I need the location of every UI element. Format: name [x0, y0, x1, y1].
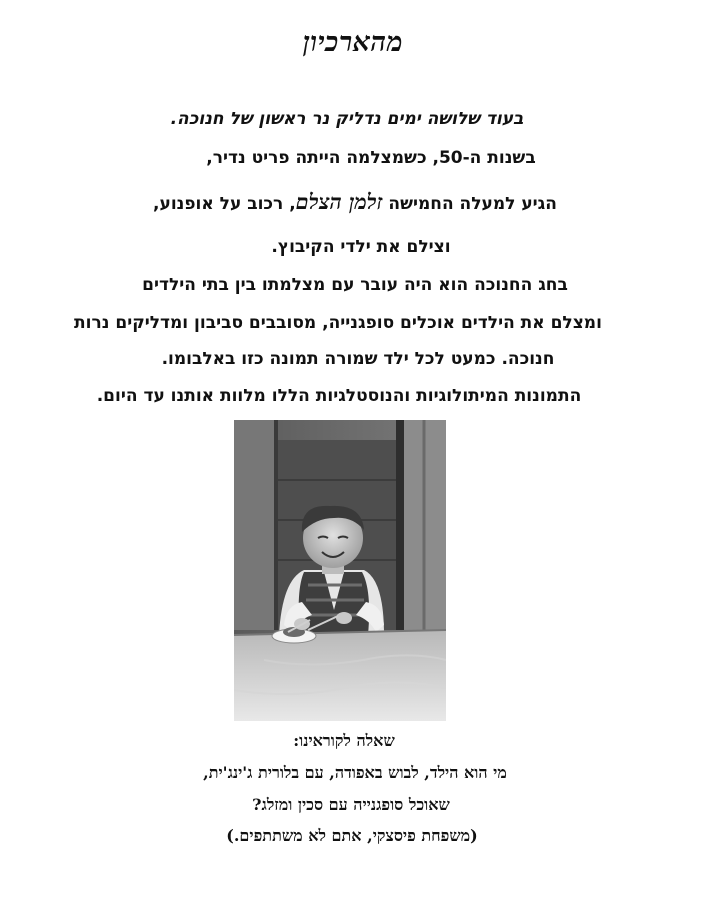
photographer-name: זלמן הצלם [295, 189, 383, 214]
intro-line-2: בשנות ה-50, כשמצלמה הייתה פריט נדיר, [206, 148, 536, 168]
intro-line-3-end: , רכוב על אופנוע, [153, 194, 296, 214]
archive-photo [234, 420, 446, 721]
body-line-4: התמונות המיתולוגיות והנוסטלגיות הללו מלוות אותנו עד היום. [96, 386, 582, 406]
intro-line-3-start: הגיע למעלה החמישה [382, 194, 557, 214]
body-line-3: חנוכה. כמעט לכל ילד שמורה תמונה כזו באלבומו. [161, 349, 555, 369]
body-line-2: ומצלם את הילדים אוכלים סופגנייה, מסובבים סביבון ומדליקים נרות [74, 313, 602, 333]
intro-line-4: וצילם את ילדי הקיבוץ. [271, 237, 451, 257]
caption-line-3: (משפחת פיסצקי, אתם לא משתתפים.) [226, 826, 478, 845]
caption-line-1: מי הוא הילד, לבוש באפודה, עם בלורית ג'ינג'ית, [203, 763, 507, 782]
page-title: מהארכיון [302, 27, 404, 58]
body-line-1: בחג החנוכה הוא היה עובר עם מצלמתו בין בתי הילדים [142, 275, 568, 295]
caption-question-heading: שאלה לקוראינו: [293, 731, 395, 750]
caption-line-2: שאוכל סופגנייה עם סכין ומזלג? [252, 795, 450, 814]
intro-line-3 [2, 191, 706, 215]
intro-line-1: בעוד שלושה ימים נדליק נר ראשון של חנוכה. [170, 109, 524, 129]
photo-illustration [234, 420, 446, 721]
